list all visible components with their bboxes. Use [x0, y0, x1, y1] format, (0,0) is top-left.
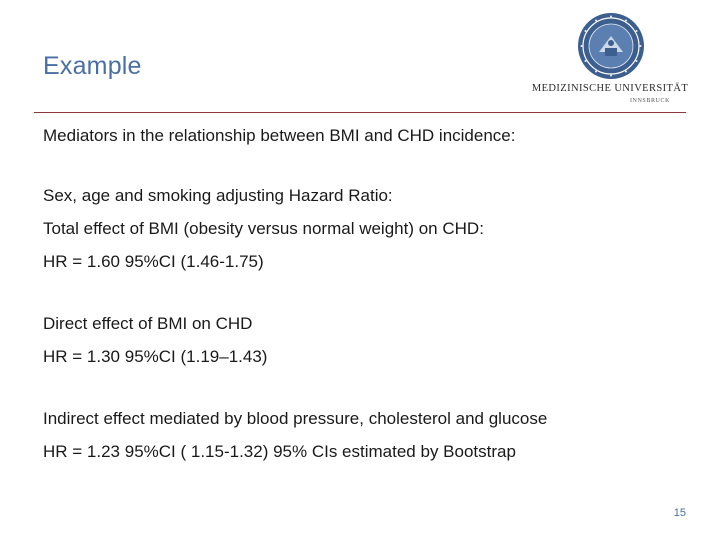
- title-divider: [34, 112, 686, 113]
- page-number: 15: [673, 507, 686, 519]
- direct-effect-hr: HR = 1.30 95%CI (1.19–1.43): [43, 347, 268, 366]
- university-city: INNSBRUCK: [629, 98, 671, 104]
- slide-title: Example: [43, 52, 142, 80]
- total-effect-hr: HR = 1.60 95%CI (1.46-1.75): [43, 252, 264, 271]
- total-effect-description: Total effect of BMI (obesity versus normal weight) on CHD:: [43, 219, 484, 238]
- university-name: MEDIZINISCHE UNIVERSITÄT: [531, 83, 689, 94]
- direct-effect-heading: Direct effect of BMI on CHD: [43, 314, 253, 333]
- university-logo: [530, 8, 690, 108]
- university-seal-icon: [577, 12, 645, 80]
- intro-text: Mediators in the relationship between BMI and CHD incidence:: [43, 126, 516, 145]
- indirect-effect-heading: Indirect effect mediated by blood pressure, cholesterol and glucose: [43, 409, 548, 428]
- total-effect-heading: Sex, age and smoking adjusting Hazard Ratio:: [43, 186, 393, 205]
- indirect-effect-hr: HR = 1.23 95%CI ( 1.15-1.32) 95% CIs estimated by Bootstrap: [43, 442, 516, 461]
